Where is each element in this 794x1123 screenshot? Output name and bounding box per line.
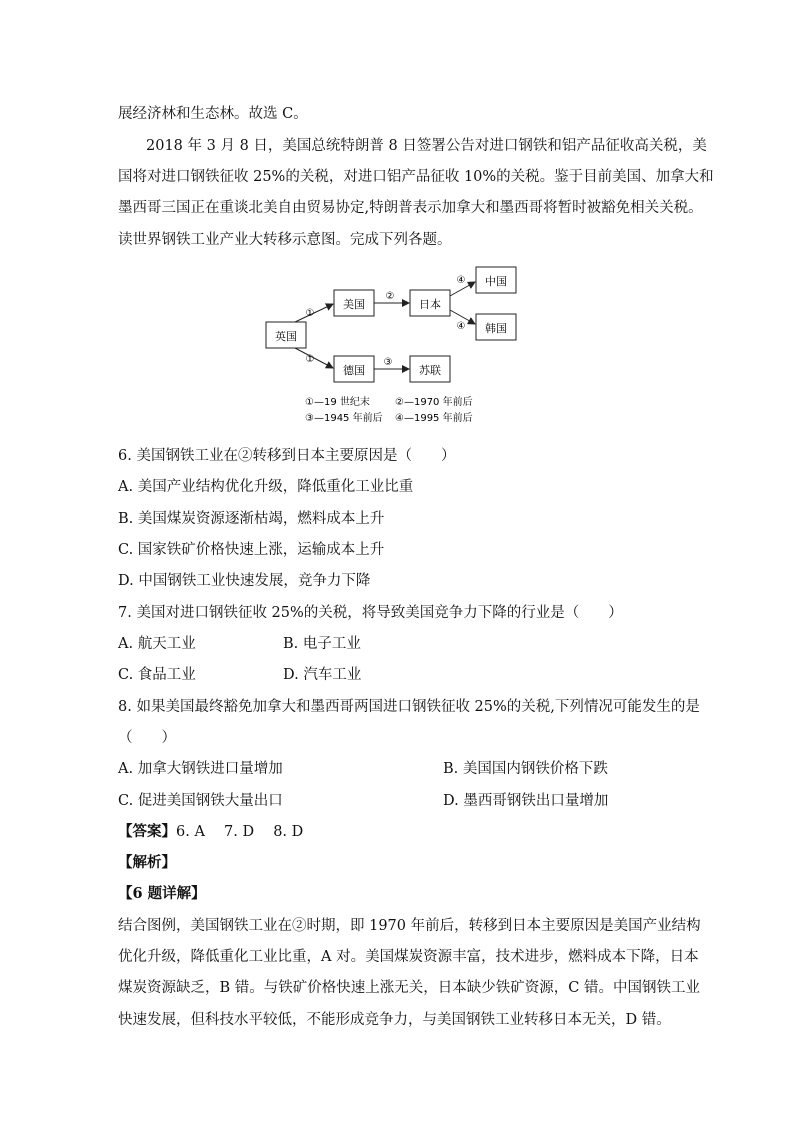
q8-option-c: C. 促进美国钢铁大量出口 <box>118 793 283 809</box>
answer-line <box>118 822 303 842</box>
detail-line-1: 结合图例，美国钢铁工业在②时期，即 1970 年前后，转移到日本主要原因是美国产业结构 <box>118 918 701 934</box>
q6-option-b: B. 美国煤炭资源逐渐枯竭，燃料成本上升 <box>118 511 385 527</box>
q6-stem: 6. 美国钢铁工业在②转移到日本主要原因是（ ） <box>118 448 456 464</box>
answer-text: 6. A 7. D 8. D <box>176 824 304 840</box>
analysis-label: 【解析】 <box>118 854 176 871</box>
q7-stem: 7. 美国对进口钢铁征收 25%的关税，将导致美国竞争力下降的行业是（ ） <box>118 605 623 621</box>
label-jp-cn: ④ <box>456 275 466 286</box>
q7-option-d: D. 汽车工业 <box>283 667 362 683</box>
q8-stem: 8. 如果美国最终豁免加拿大和墨西哥两国进口钢铁征收 25%的关税,下列情况可能发生的是 <box>118 699 700 715</box>
label-uk-us: ① <box>305 308 315 319</box>
node-korea: 韩国 <box>485 322 507 335</box>
q7-option-b: B. 电子工业 <box>283 636 361 652</box>
intro-line-1: 展经济林和生态林。故选 C。 <box>118 106 308 122</box>
detail-line-4: 快速发展，但科技水平较低，不能形成竞争力，与美国钢铁工业转移日本无关，D 错。 <box>118 1012 671 1028</box>
legend-4: ④—1995 年前后 <box>395 413 473 424</box>
intro-line-2: 2018 年 3 月 8 日，美国总统特朗普 8 日签署公告对进口钢铁和铝产品征收高关税，美 <box>146 138 707 154</box>
intro-line-3: 国将对进口钢铁征收 25%的关税，对进口铝产品征收 10%的关税。鉴于目前美国、加拿大和 <box>118 169 714 185</box>
node-ussr: 苏联 <box>419 364 441 377</box>
steel-transfer-diagram <box>255 262 535 432</box>
legend-2: ②—1970 年前后 <box>395 397 473 408</box>
node-usa: 美国 <box>343 298 365 311</box>
q6-option-a: A. 美国产业结构优化升级，降低重化工业比重 <box>118 479 414 495</box>
detail-label: 【6 题详解】 <box>118 885 206 902</box>
q8-stem-bracket: （ ） <box>118 730 176 746</box>
node-britain: 英国 <box>275 330 297 343</box>
node-germany: 德国 <box>343 364 365 377</box>
intro-line-4: 墨西哥三国正在重谈北美自由贸易协定,特朗普表示加拿大和墨西哥将暂时被豁免相关关税。 <box>118 200 703 216</box>
answer-label: 【答案】 <box>118 823 176 840</box>
legend-3: ③—1945 年前后 <box>305 413 383 424</box>
legend-1: ①—19 世纪末 <box>305 397 370 408</box>
node-japan: 日本 <box>419 298 441 311</box>
q7-option-a: A. 航天工业 <box>118 636 196 652</box>
label-jp-kr: ④ <box>456 321 466 332</box>
node-china: 中国 <box>485 275 507 288</box>
label-uk-de: ① <box>305 354 315 365</box>
detail-line-3: 煤炭资源缺乏，B 错。与铁矿价格快速上涨无关，日本缺少铁矿资源，C 错。中国钢铁工业 <box>118 980 700 996</box>
q8-option-a: A. 加拿大钢铁进口量增加 <box>118 761 283 777</box>
q7-option-c: C. 食品工业 <box>118 667 196 683</box>
label-de-su: ③ <box>383 357 393 368</box>
q6-option-c: C. 国家铁矿价格快速上涨，运输成本上升 <box>118 542 385 558</box>
q8-option-d: D. 墨西哥钢铁出口量增加 <box>443 793 609 809</box>
detail-line-2: 优化升级，降低重化工业比重，A 对。美国煤炭资源丰富，技术进步，燃料成本下降，日本 <box>118 949 699 965</box>
intro-line-5: 读世界钢铁工业产业大转移示意图。完成下列各题。 <box>118 232 452 248</box>
q8-option-b: B. 美国国内钢铁价格下跌 <box>443 761 608 777</box>
label-us-jp: ② <box>385 291 395 302</box>
q6-option-d: D. 中国钢铁工业快速发展，竞争力下降 <box>118 573 371 589</box>
